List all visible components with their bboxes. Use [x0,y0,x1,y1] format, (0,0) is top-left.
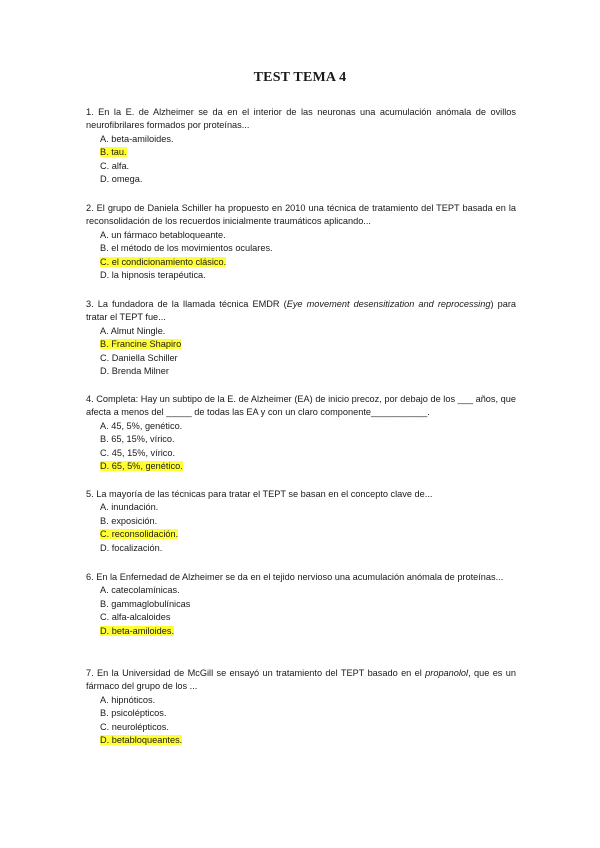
question-6 [86,571,516,638]
options-list [86,501,516,555]
correct-answer-highlight: B. tau. [100,147,127,158]
question-5 [86,488,516,555]
question-7 [86,667,516,747]
question-stem: 7. En la Universidad de McGill se ensayó un tratamiento del TEPT basado en el propanolol, que es un fármaco del grupo de los ... [86,668,516,692]
option-d: D. Brenda Milner [100,366,169,377]
options-list [86,133,516,187]
options-list [86,420,516,474]
question-1 [86,106,516,186]
option-d [100,460,516,473]
option-a: A. 45, 5%, genético. [100,420,183,431]
option-b [100,146,516,159]
option-d: D. la hipnosis terapéutica. [100,270,206,281]
option-c [100,528,516,541]
correct-answer-highlight: D. betabloqueantes. [100,735,183,746]
question-2 [86,202,516,282]
option-c: C. Daniella Schiller [100,352,178,363]
options-list [86,229,516,283]
option-a: A. un fármaco betabloqueante. [100,229,226,240]
option-c: C. neurolépticos. [100,721,169,732]
question-stem: 2. El grupo de Daniela Schiller ha propuesto en 2010 una técnica de tratamiento del TEPT basada en la reconsolidación de los recuerdos inicialmente traumáticos aplicando... [86,203,516,227]
correct-answer-highlight: D. beta-amiloides. [100,625,175,636]
option-a: A. beta-amiloides. [100,133,174,144]
question-stem: 3. La fundadora de la llamada técnica EMDR (Eye movement desensitization and reprocessing) para tratar el TEPT fue... [86,299,516,323]
correct-answer-highlight: D. 65, 5%, genético. [100,461,183,472]
option-a: A. hipnóticos. [100,694,156,705]
option-b: B. psicolépticos. [100,708,167,719]
option-a: A. inundación. [100,502,159,513]
option-b: B. exposición. [100,515,158,526]
option-c [100,256,516,269]
option-b: B. el método de los movimientos oculares. [100,243,273,254]
question-stem: 5. La mayoría de las técnicas para tratar el TEPT se basan en el concepto clave de... [86,489,433,499]
option-c: C. alfa-alcaloides [100,612,171,623]
option-d [100,625,516,638]
question-stem: 6. En la Enfernedad de Alzheimer se da en el tejido nervioso una acumulación anómala de proteínas... [86,572,504,582]
question-stem: 1. En la E. de Alzheimer se da en el interior de las neuronas una acumulación anómala de ovillos neurofibrilares formados por proteínas... [86,107,516,131]
page-title: TEST TEMA 4 [253,70,347,85]
option-b: B. gammaglobulínicas [100,598,191,609]
option-a: A. Almut Ningle. [100,325,166,336]
option-b: B. 65, 15%, vírico. [100,434,175,445]
options-list [86,694,516,748]
option-d: D. focalización. [100,542,163,553]
correct-answer-highlight: C. reconsolidación. [100,529,179,540]
options-list [86,584,516,638]
option-c: C. alfa. [100,160,130,171]
correct-answer-highlight: C. el condicionamiento clásico. [100,256,227,267]
option-d: D. omega. [100,174,143,185]
question-4 [86,393,516,473]
correct-answer-highlight: B. Francine Shapiro [100,339,182,350]
question-stem: 4. Completa: Hay un subtipo de la E. de Alzheimer (EA) de inicio precoz, por debajo de los ___ años, que afecta a menos del _____ de todas las EA y con un claro componente___________. [86,394,516,418]
options-list [86,325,516,379]
option-c: C. 45, 15%, vírico. [100,447,176,458]
option-a: A. catecolamínicas. [100,585,180,596]
option-d [100,734,516,747]
option-b [100,338,516,351]
question-3 [86,298,516,378]
